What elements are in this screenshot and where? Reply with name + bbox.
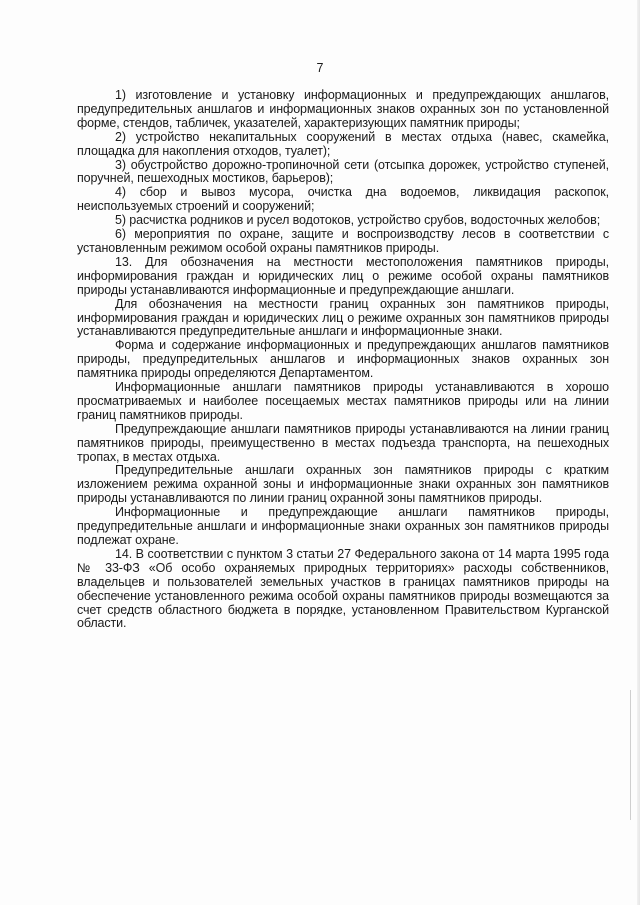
paragraph-clause-14: 14. В соответствии с пунктом 3 статьи 27 Федерального закона от 14 марта 1995 года № 33-ФЗ «Об особо охраняемых природных территориях» расходы собственников, владельцев и пользователей земельных участков в границах памятников природы на обеспечение установленного режима особой охраны памятников природы возмещаются за счет средств областного бюджета в порядке, установленном Правительством Курганской области. xyxy=(77,546,609,631)
paragraph-item-5: 5) расчистка родников и русел водотоков, устройство срубов, водосточных желобов; xyxy=(115,213,601,228)
paragraph-clause-13-form: Форма и содержание информационных и предупреждающих аншлагов памятников природы, предупредительных аншлагов и информационных знаков охранных зон памятника природы определяются Департаментом. xyxy=(77,338,609,381)
paragraph-clause-13-zones: Для обозначения на местности границ охранных зон памятников природы, информирования граждан и юридических лиц о режиме охранных зон памятников природы устанавливаются предупредительные аншлаги и информационные знаки. xyxy=(77,296,609,339)
paragraph-clause-13-warning-signs: Предупреждающие аншлаги памятников природы устанавливаются на линии границ памятников природы, преимущественно в местах подъезда транспорта, на пешеходных тропах, в местах отдыха. xyxy=(77,421,609,464)
paragraph-item-6: 6) мероприятия по охране, защите и воспроизводству лесов в соответствии с установленным режимом особой охраны памятников природы. xyxy=(77,227,609,255)
paragraph-item-2: 2) устройство некапитальных сооружений в местах отдыха (навес, скамейка, площадка для накопления отходов, туалет); xyxy=(77,129,609,158)
page-number: 7 xyxy=(316,61,324,75)
paragraph-item-3: 3) обустройство дорожно-тропиночной сети (отсыпка дорожек, устройство ступеней, поручней, пешеходных мостиков, барьеров); xyxy=(77,157,609,186)
paragraph-clause-13-zone-signs: Предупредительные аншлаги охранных зон памятников природы с кратким изложением режима охранной зоны и информационные знаки охранных зон памятников природы устанавливаются по линии границ охранной зоны памятников природы. xyxy=(77,463,609,506)
document-body xyxy=(77,89,609,631)
paragraph-clause-13: 13. Для обозначения на местности местоположения памятников природы, информирования граждан и юридических лиц о режиме особой охраны памятников природы устанавливаются информационные и предупреждающие аншлаги. xyxy=(77,254,609,297)
paragraph-item-1: 1) изготовление и установку информационных и предупреждающих аншлагов, предупредительных аншлагов и информационных знаков охранных зон по установленной форме, стендов, табличек, указателей, характеризующих памятник природы; xyxy=(77,88,609,130)
paragraph-clause-13-info-signs: Информационные аншлаги памятников природы устанавливаются в хорошо просматриваемых и наиболее посещаемых местах памятников природы или на линии границ памятников природы. xyxy=(77,380,609,422)
paragraph-clause-13-protection: Информационные и предупреждающие аншлаги памятников природы, предупредительные аншлаги и информационные знаки охранных зон памятников природы подлежат охране. xyxy=(77,505,609,547)
paragraph-item-4: 4) сбор и вывоз мусора, очистка дна водоемов, ликвидация раскопок, неиспользуемых строений и сооружений; xyxy=(77,185,609,214)
scan-mark xyxy=(630,690,631,820)
